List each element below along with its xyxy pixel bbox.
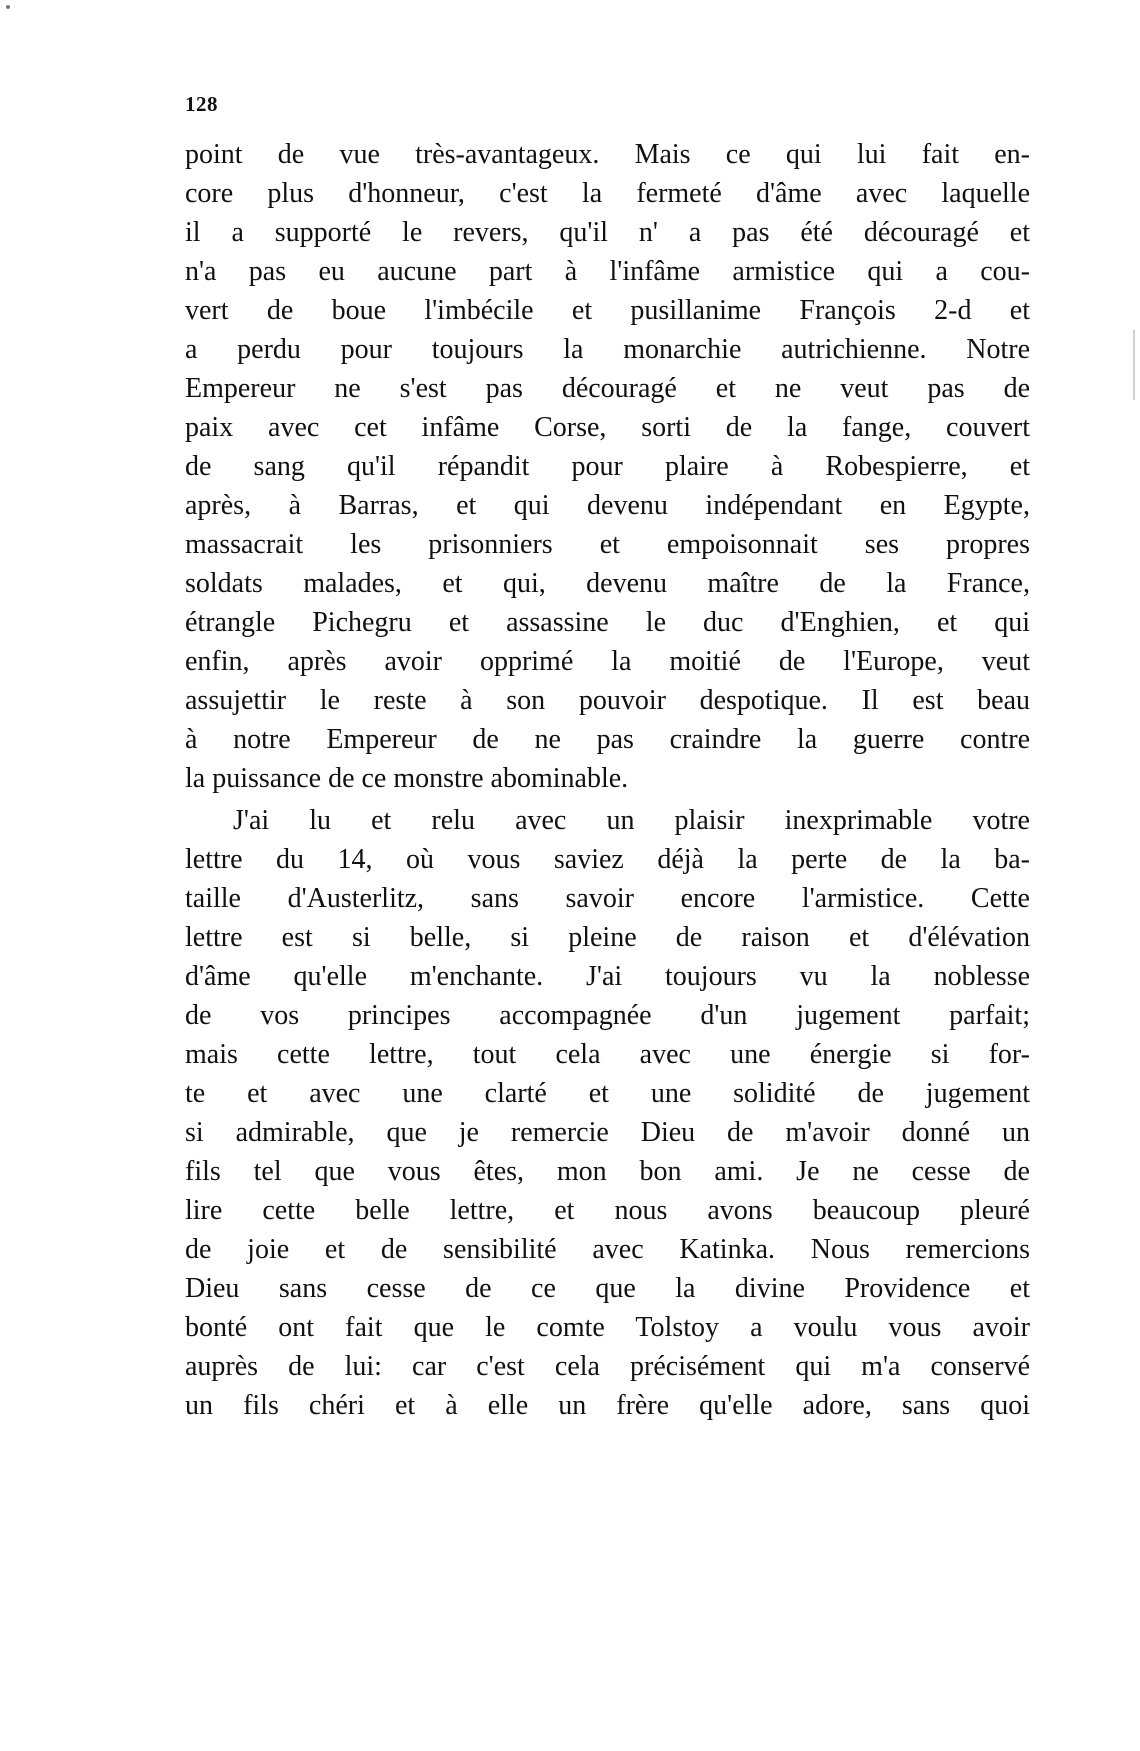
- text-line: lire cette belle lettre, et nous avons beaucoup pleuré: [185, 1195, 1030, 1226]
- text-line: de sang qu'il répandit pour plaire à Robespierre, et: [185, 451, 1030, 482]
- text-line: bonté ont fait que le comte Tolstoy a voulu vous avoir: [185, 1312, 1030, 1343]
- text-line: te et avec une clarté et une solidité de jugement: [185, 1078, 1030, 1109]
- text-line: il a supporté le revers, qu'il n' a pas été découragé et: [185, 217, 1030, 248]
- text-line: après, à Barras, et qui devenu indépendant en Egypte,: [185, 490, 1030, 521]
- page-number: 128: [185, 92, 218, 116]
- text-line: vert de boue l'imbécile et pusillanime François 2-d et: [185, 295, 1030, 326]
- text-line: de vos principes accompagnée d'un jugement parfait;: [185, 1000, 1030, 1031]
- text-line: a perdu pour toujours la monarchie autrichienne. Notre: [185, 334, 1030, 365]
- text-line: mais cette lettre, tout cela avec une énergie si for-: [185, 1039, 1030, 1070]
- text-line: la puissance de ce monstre abominable.: [185, 763, 629, 794]
- text-line: un fils chéri et à elle un frère qu'elle adore, sans quoi: [185, 1390, 1030, 1421]
- text-line: lettre est si belle, si pleine de raison et d'élévation: [185, 922, 1030, 953]
- text-line: paix avec cet infâme Corse, sorti de la fange, couvert: [185, 412, 1030, 443]
- text-line: core plus d'honneur, c'est la fermeté d'âme avec laquelle: [185, 178, 1030, 209]
- text-line: assujettir le reste à son pouvoir despotique. Il est beau: [185, 685, 1030, 716]
- text-line: lettre du 14, où vous saviez déjà la perte de la ba-: [185, 844, 1030, 875]
- text-line: fils tel que vous êtes, mon bon ami. Je ne cesse de: [185, 1156, 1030, 1187]
- text-line: étrangle Pichegru et assassine le duc d'Enghien, et qui: [185, 607, 1030, 638]
- text-line: enfin, après avoir opprimé la moitié de l'Europe, veut: [185, 646, 1030, 677]
- text-line: n'a pas eu aucune part à l'infâme armistice qui a cou-: [185, 256, 1030, 287]
- text-line: Dieu sans cesse de ce que la divine Providence et: [185, 1273, 1030, 1304]
- text-line: Empereur ne s'est pas découragé et ne veut pas de: [185, 373, 1030, 404]
- text-line: massacrait les prisonniers et empoisonnait ses propres: [185, 529, 1030, 560]
- text-line: si admirable, que je remercie Dieu de m'avoir donné un: [185, 1117, 1030, 1148]
- text-line: à notre Empereur de ne pas craindre la guerre contre: [185, 724, 1030, 755]
- text-line: soldats malades, et qui, devenu maître de la France,: [185, 568, 1030, 599]
- text-line: taille d'Austerlitz, sans savoir encore l'armistice. Cette: [185, 883, 1030, 914]
- text-line: auprès de lui: car c'est cela précisément qui m'a conservé: [185, 1351, 1030, 1382]
- text-line: de joie et de sensibilité avec Katinka. Nous remercions: [185, 1234, 1030, 1265]
- text-line: J'ai lu et relu avec un plaisir inexprimable votre: [233, 805, 1030, 836]
- text-line: d'âme qu'elle m'enchante. J'ai toujours vu la noblesse: [185, 961, 1030, 992]
- text-line: point de vue très-avantageux. Mais ce qui lui fait en-: [185, 139, 1030, 170]
